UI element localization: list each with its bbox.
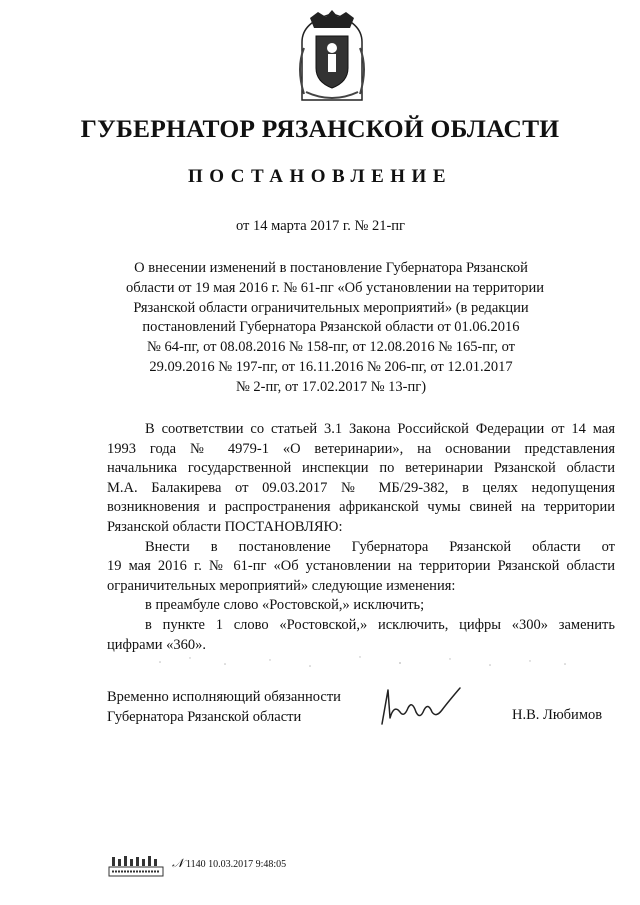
signatory-position-line: Временно исполняющий обязанности: [107, 689, 341, 705]
subject-line: О внесении изменений в постановление Губернатора Рязанской: [134, 260, 528, 276]
registration-text: 1140 10.03.2017 9:48:05: [186, 859, 287, 870]
document-date-number: от 14 марта 2017 г. № 21-пг: [236, 218, 405, 234]
body-line: 19 мая 2016 г. № 61-пг «Об установлении на территории Рязанской области: [107, 558, 615, 575]
body-line: возникновения и распространения африканской чумы свиней на территории: [107, 499, 615, 516]
body-line: В соответствии со статьей 3.1 Закона Российской Федерации от 14 мая: [145, 421, 615, 437]
signatory-position: [107, 688, 341, 727]
coat-of-arms-emblem: [290, 8, 374, 106]
subject-line: Рязанской области ограничительных мероприятий» (в редакции: [133, 299, 529, 316]
document-subject: [126, 259, 544, 398]
subject-line: № 2-пг, от 17.02.2017 № 13-пг): [235, 378, 427, 395]
body-line: в пункте 1 слово «Ростовской,» исключить, цифры «300» заменить: [145, 616, 615, 633]
signatory-name: Н.В. Любимов: [512, 707, 603, 723]
document-type: ПОСТАНОВЛЕНИЕ: [187, 166, 453, 187]
subject-line: постановлений Губернатора Рязанской области от 01.06.2016: [142, 319, 520, 336]
subject-line: 29.09.2016 № 197-пг, от 16.11.2016 № 206-пг, от 12.01.2017: [149, 358, 513, 375]
issuer-title: ГУБЕРНАТОР РЯЗАНСКОЙ ОБЛАСТИ: [80, 114, 560, 143]
body-line: Внести в постановление Губернатора Рязанской области от: [145, 538, 615, 555]
body-line: ограничительных мероприятий» следующие изменения:: [107, 577, 456, 594]
registration-mark: [172, 856, 286, 871]
body-line: начальника государственной инспекции по ветеринарии Рязанской области: [107, 460, 615, 477]
registry-stamp-logo: [108, 853, 164, 877]
body-line: цифрами «360».: [107, 636, 207, 653]
body-line: Рязанской области ПОСТАНОВЛЯЮ:: [107, 518, 343, 535]
signatory-position-line: Губернатора Рязанской области: [107, 708, 302, 725]
subject-line: области от 19 мая 2016 г. № 61-пг «Об установлении на территории: [126, 279, 544, 296]
scan-noise: [150, 652, 580, 672]
handwritten-signature: [376, 684, 466, 728]
body-line: 1993 года № 4979-1 «О ветеринарии», на основании представления: [107, 440, 615, 457]
body-line: М.А. Балакирева от 09.03.2017 № МБ/29-382, в целях недопущения: [107, 479, 615, 496]
registration-symbol-icon: 𝒩: [172, 856, 184, 870]
document-body: [107, 420, 615, 655]
subject-line: № 64-пг, от 08.08.2016 № 158-пг, от 12.08.2016 № 165-пг, от: [146, 339, 515, 356]
body-line: в преамбуле слово «Ростовской,» исключить;: [145, 597, 425, 614]
